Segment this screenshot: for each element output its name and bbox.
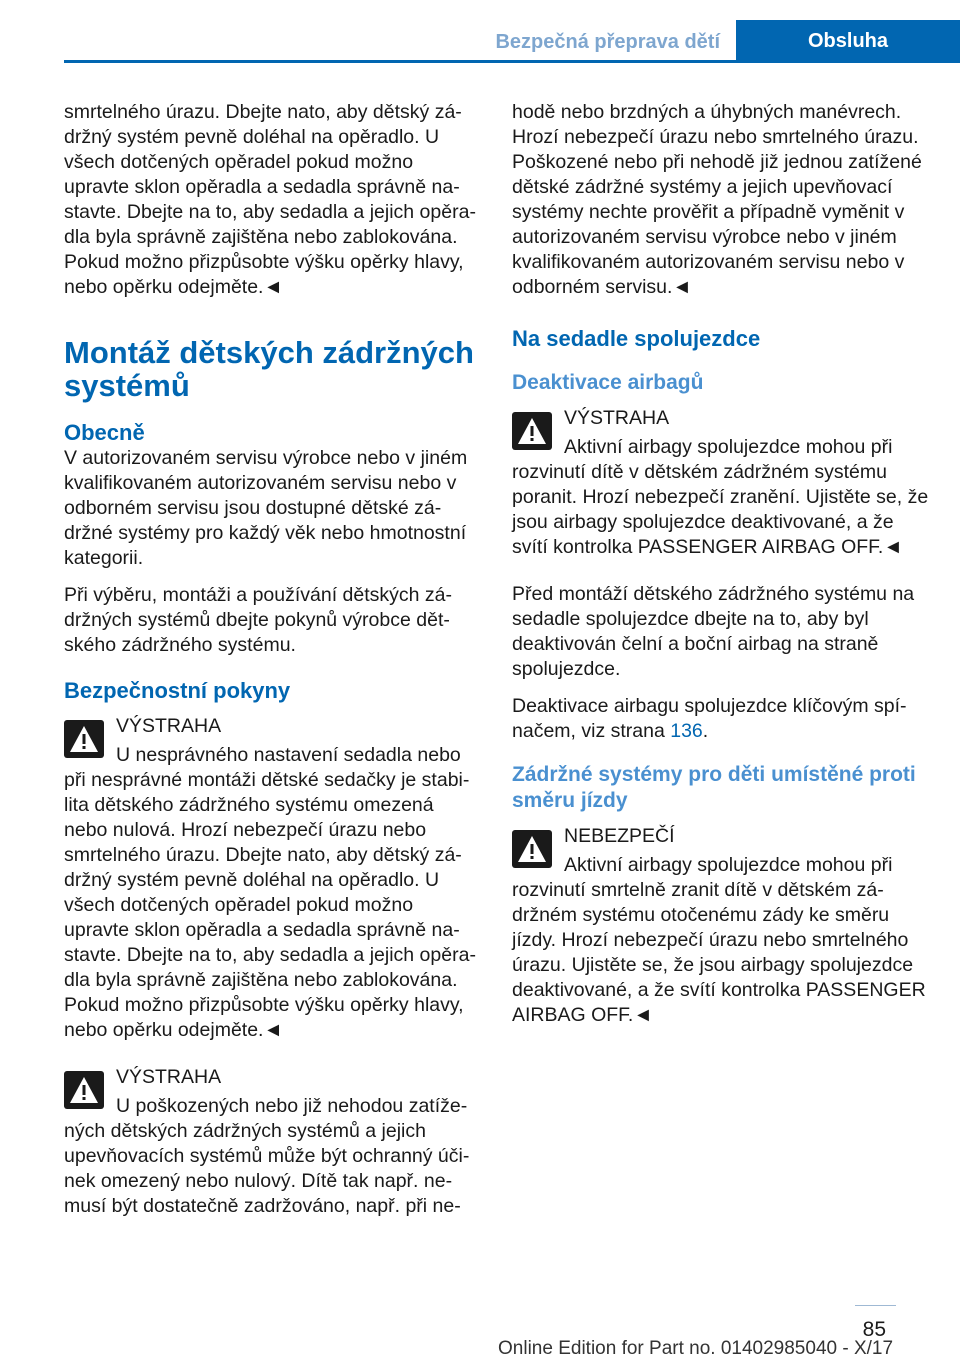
page-link[interactable]: 136 <box>670 720 703 742</box>
warning-triangle-icon <box>512 830 552 868</box>
warning-title: VÝSTRAHA <box>116 715 222 737</box>
paragraph-text: Deaktivace airbagu spolujezdce klíčovým spínačem, viz strana <box>512 695 907 742</box>
paragraph: V autorizovaném servisu výrobce nebo v jiném kvalifikovaném autorizovaném servisu nebo v odborném servisu jsou dostupné dětské zádržné systémy pro každý věk nebo hmotnostní kategorii. <box>64 447 468 569</box>
right-column <box>512 100 932 1050</box>
left-column <box>64 100 482 1241</box>
warning-triangle-icon <box>64 1071 104 1109</box>
continued-text: smrtelného úrazu. Dbejte nato, aby dětský zádržný systém pevně doléhal na opěradlo. U všech dotčených opěradel pokud možno upravte sklon opěradla a sedadla správně nastavte. Dbejte na to, aby sedadla a jejich opěradla byla správně zajištěna nebo zablokována. Pokud možno přizpůsobte výšku opěrky hlavy, nebo opěrku odejměte.◄ <box>64 101 476 298</box>
section-tab[interactable]: Obsluha <box>736 20 960 63</box>
page-number: 85 <box>862 1318 886 1341</box>
warning-block <box>64 714 482 1043</box>
warning-triangle-icon <box>64 720 104 758</box>
heading-rear-facing: Zádržné systémy pro děti umístěné proti směru jízdy <box>512 763 916 812</box>
danger-title: NEBEZPEČÍ <box>564 825 675 847</box>
edition-footer: Online Edition for Part no. 01402985040 - X/17 <box>498 1338 894 1359</box>
warning-text: Aktivní airbagy spolujezdce mohou při rozvinutí dítě v dětském zádržném systému poranit. Hrozí nebezpečí zranění. Ujistěte se, že jsou airbagy spolujezdce deaktivované, a že svítí kontrolka PASSENGER AIRBAG OFF.◄ <box>512 436 929 558</box>
warning-block <box>64 1065 482 1219</box>
heading-safety: Bezpečnostní pokyny <box>64 678 291 703</box>
warning-text: U poškozených nebo již nehodou zatížených dětských zádržných systémů a jejich upevňovacích systémů může být ochranný účinek omezený nebo nulový. Dítě tak např. nemusí být dostatečně zadržováno, např. při ne- <box>64 1095 470 1217</box>
warning-title: VÝSTRAHA <box>564 407 670 429</box>
warning-text: U nesprávného nastavení sedadla nebo při nesprávné montáži dětské sedačky je stabilita dětského zádržného systému omezená nebo nulová. Hrozí nebezpečí úrazu nebo smrtelného úrazu. Dbejte nato, aby dětský zádržný systém pevně doléhal na opěradlo. U všech dotčených opěradel pokud možno upravte sklon opěradla a sedadla správně nastavte. Dbejte na to, aby sedadla a jejich opěradla byla správně zajištěna nebo zablokována. Pokud možno přizpůsobte výšku opěrky hlavy, nebo opěrku odejměte.◄ <box>64 744 476 1041</box>
warning-block <box>512 406 932 560</box>
paragraph: Před montáží dětského zádržného systému na sedadle spolujezdce dbejte na to, aby byl deaktivován čelní a boční airbag na straně spolujezdce. <box>512 583 915 680</box>
footer-rule <box>855 1305 896 1306</box>
heading-passenger-seat: Na sedadle spolujezdce <box>512 326 761 351</box>
danger-block <box>512 824 932 1028</box>
breadcrumb[interactable]: Bezpečná přeprava dětí <box>495 31 720 53</box>
paragraph-text: . <box>702 720 709 742</box>
continued-text: hodě nebo brzdných a úhybných manévrech. Hrozí nebezpečí úrazu nebo smrtelného úrazu. Poškozené nebo při nehodě již jednou zatížené dětské zádržné systémy a jejich upevňovací systémy nechte prověřit a případně vyměnit v autorizovaném servisu výrobce nebo v jiném kvalifikovaném autorizovaném servisu nebo v odborném servisu.◄ <box>512 101 922 298</box>
paragraph: Při výběru, montáži a používání dětských zádržných systémů dbejte pokynů výrobce dětského zádržného systému. <box>64 584 453 656</box>
heading-airbag-deactivation: Deaktivace airbagů <box>512 371 704 394</box>
danger-text: Aktivní airbagy spolujezdce mohou při rozvinutí smrtelně zranit dítě v dětském zádržném systému otočenému zády ke směru jízdy. Hrozí nebezpečí úrazu nebo smrtelného úrazu. Ujistěte se, že jsou airbagy spolujezdce deaktivované, a že svítí kontrolka PASSENGER AIRBAG OFF.◄ <box>512 854 926 1026</box>
paragraph <box>512 694 932 744</box>
warning-triangle-icon <box>512 412 552 450</box>
page-title: Montáž dětských zádržných systémů <box>64 335 474 403</box>
heading-general: Obecně <box>64 420 145 445</box>
warning-title: VÝSTRAHA <box>116 1066 222 1088</box>
